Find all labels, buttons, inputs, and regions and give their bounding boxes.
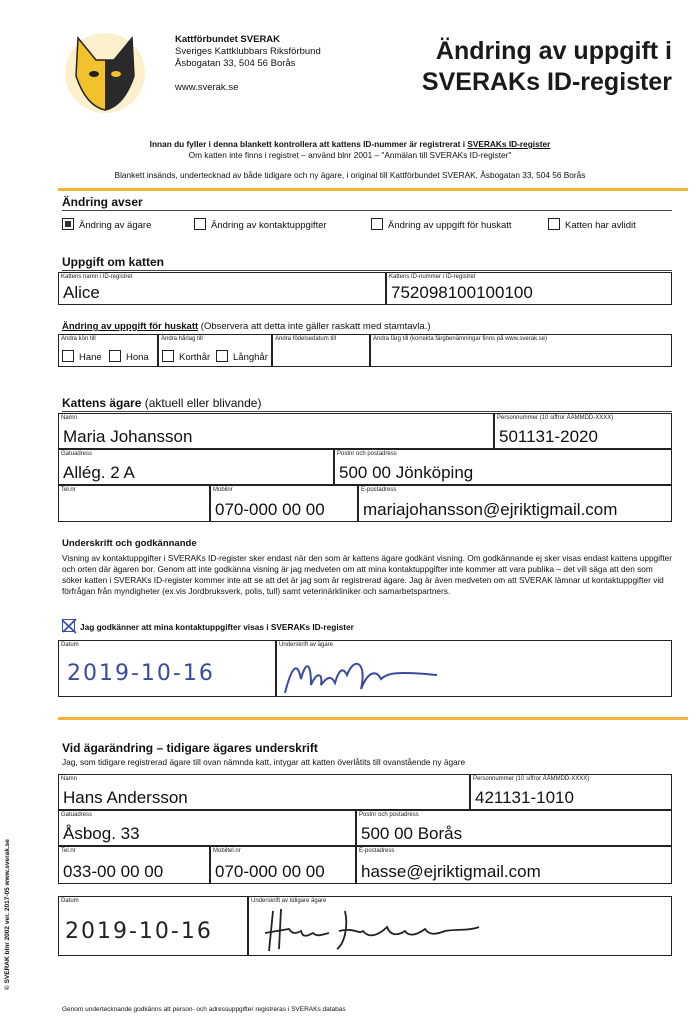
- organization-info: [175, 34, 321, 94]
- org-name: Kattförbundet SVERAK: [175, 34, 281, 45]
- owner-signature-mark: [277, 649, 477, 697]
- register-link[interactable]: SVERAKs ID-register: [467, 139, 551, 149]
- option-shorthair[interactable]: Korthår: [162, 350, 210, 363]
- divider: [62, 210, 672, 211]
- consent-text: Visning av kontaktuppgifter i SVERAKs ID-register sker endast när den som är kattens ägare godkänt visning. Om godkännande ej sker visas endast kattens uppgifter och orten där ägaren bor. Genom att inte godkänna visning är jag medveten om att mina kontaktuppgifter inte kommer att vara publika – det vill säga att den som söker katten i SVERAKs ID-register kommer inte att se att det är jag som är registrerad ägare. Jag är även medveten om att SVERAK lämnar ut kontaktuppgifter vid förfrågan från myndigheter (ex.vis Jordbruksverk, polis, tull) samt veterinärkliniker och samarbetspartners.: [62, 553, 672, 596]
- change-section-title: Ändring avser: [62, 195, 143, 209]
- option-cat-deceased[interactable]: Katten har avlidit: [548, 218, 636, 231]
- owner-pnr-field[interactable]: Personnummer (10 siffror ÅÅMMDD-XXXX) 501131-2020: [494, 413, 672, 449]
- cat-id-value: 752098100100100: [391, 283, 533, 302]
- accent-divider: [58, 188, 688, 191]
- owner-signature-field[interactable]: Underskrift av ägare: [276, 640, 672, 697]
- checkbox-female[interactable]: [109, 350, 121, 362]
- footer-note: Genom undertecknande godkänns att person- och adressuppgifter registreras i SVERAKs databas: [62, 1006, 346, 1013]
- prev-mobile-value: 070-000 00 00: [215, 862, 325, 881]
- prev-street-value: Åsbog. 33: [63, 824, 140, 843]
- cat-name-field[interactable]: Kattens namn i ID-registret Alice: [58, 272, 386, 305]
- org-line2: Sveriges Kattklubbars Riksförbund: [175, 46, 321, 57]
- option-change-owner[interactable]: Ändring av ägare: [62, 218, 151, 231]
- checkbox-change-contact[interactable]: [194, 218, 206, 230]
- previous-owner-text: Jag, som tidigare registrerad ägare till ovan nämnda katt, intygar att katten överlåtits till ovanstående ny ägare: [62, 757, 466, 767]
- owner-zip-field[interactable]: Postnr och postadress 500 00 Jönköping: [334, 449, 672, 485]
- consent-section-title: Underskrift och godkännande: [62, 538, 197, 549]
- cat-id-field[interactable]: Kattens ID-nummer i ID-registret 752098100100100: [386, 272, 672, 305]
- prev-street-field[interactable]: Gatuadress Åsbog. 33: [58, 810, 356, 846]
- prev-signature-mark: [259, 905, 519, 955]
- owner-date-value: 2019-10-16: [67, 661, 215, 686]
- prev-tel-field[interactable]: Tel.nr 033-00 00 00: [58, 846, 210, 884]
- owner-pnr-value: 501131-2020: [499, 427, 598, 446]
- prev-pnr-field[interactable]: Personnummer (10 siffror ÅÅMMDD-XXXX) 421131-1010: [470, 774, 672, 810]
- checkbox-male[interactable]: [62, 350, 74, 362]
- prev-name-value: Hans Andersson: [63, 788, 188, 807]
- checkbox-cat-deceased[interactable]: [548, 218, 560, 230]
- intro-line-3: Blankett insänds, undertecknad av både tidigare och ny ägare, i original till Kattförbundet SVERAK, Åsbogatan 33, 504 56 Borås: [114, 170, 586, 180]
- org-address: Åsbogatan 33, 504 56 Borås: [175, 58, 296, 69]
- prev-zip-field[interactable]: Postnr och postadress 500 00 Borås: [356, 810, 672, 846]
- owner-street-value: Allég. 2 A: [63, 463, 135, 482]
- owner-email-field[interactable]: E-postadress mariajohansson@ejriktigmail.com: [358, 485, 672, 522]
- prev-signature-field[interactable]: Underskrift av tidigare ägare: [248, 896, 672, 956]
- option-longhair[interactable]: Långhår: [216, 350, 268, 363]
- sverak-logo: [62, 30, 148, 116]
- owner-mobile-value: 070-000 00 00: [215, 500, 325, 519]
- previous-owner-section-title: Vid ägarändring – tidigare ägares underskrift: [62, 741, 318, 755]
- owner-date-field[interactable]: Datum 2019-10-16: [58, 640, 276, 697]
- owner-tel-field[interactable]: Tel.nr: [58, 485, 210, 522]
- checkbox-change-housecat[interactable]: [371, 218, 383, 230]
- title-line-2: SVERAKs ID-register: [421, 68, 672, 96]
- consent-checkbox[interactable]: [62, 619, 75, 632]
- cat-logo-icon: [62, 30, 148, 116]
- option-change-contact[interactable]: Ändring av kontaktuppgifter: [194, 218, 327, 231]
- housecat-section-title: Ändring av uppgift för huskatt (Observera att detta inte gäller raskatt med stamtavla.): [62, 321, 431, 332]
- prev-mobile-field[interactable]: Mobiltel.nr 070-000 00 00: [210, 846, 356, 884]
- prev-name-field[interactable]: Namn Hans Andersson: [58, 774, 470, 810]
- prev-email-field[interactable]: E-postadress hasse@ejriktigmail.com: [356, 846, 672, 884]
- prev-pnr-value: 421131-1010: [475, 788, 574, 807]
- owner-mobile-field[interactable]: Mobilnr 070-000 00 00: [210, 485, 358, 522]
- hair-change-field: Ändra hårlag till Korthår Långhår: [158, 334, 272, 367]
- checkmark-icon: [61, 618, 77, 634]
- owner-section-title: Kattens ägare (aktuell eller blivande): [62, 396, 262, 410]
- owner-zip-value: 500 00 Jönköping: [339, 463, 474, 482]
- intro-line-2: Om katten inte finns i registret – använd blnr 2001 – "Anmälan till SVERAKs ID-register": [188, 150, 512, 160]
- checkbox-longhair[interactable]: [216, 350, 228, 362]
- footer-vertical-text: © SVERAK blnr 2002 ver. 2017-05 www.sverak.se: [4, 839, 11, 990]
- prev-tel-value: 033-00 00 00: [63, 862, 164, 881]
- checkbox-shorthair[interactable]: [162, 350, 174, 362]
- org-website[interactable]: www.sverak.se: [175, 82, 239, 93]
- prev-zip-value: 500 00 Borås: [361, 824, 463, 843]
- color-change-field[interactable]: Ändra färg till (korrekta färgbenämningar finns på www.sverak.se): [370, 334, 672, 367]
- consent-option[interactable]: Jag godkänner att mina kontaktuppgifter visas i SVERAKs ID-register: [62, 619, 354, 632]
- title-line-1: Ändring av uppgift i: [435, 37, 672, 65]
- owner-name-value: Maria Johansson: [63, 427, 193, 446]
- birthdate-change-field[interactable]: Ändra födelsedatum till: [272, 334, 370, 367]
- divider: [62, 411, 672, 412]
- owner-name-field[interactable]: Namn Maria Johansson: [58, 413, 494, 449]
- option-male[interactable]: Hane: [62, 350, 102, 363]
- option-female[interactable]: Hona: [109, 350, 149, 363]
- accent-divider: [58, 717, 688, 720]
- prev-date-field[interactable]: Datum 2019-10-16: [58, 896, 248, 956]
- intro-line-1: Innan du fyller i denna blankett kontrollera att kattens ID-nummer är registrerat i SVERAKs ID-register: [149, 139, 551, 149]
- owner-email-value: mariajohansson@ejriktigmail.com: [363, 500, 618, 519]
- option-change-housecat[interactable]: Ändring av uppgift för huskatt: [371, 218, 512, 231]
- cat-name-value: Alice: [63, 283, 100, 302]
- divider: [62, 270, 672, 271]
- checkbox-change-owner[interactable]: [62, 218, 74, 230]
- prev-date-value: 2019-10-16: [65, 919, 213, 944]
- prev-email-value: hasse@ejriktigmail.com: [361, 862, 541, 881]
- owner-street-field[interactable]: Gatuadress Allég. 2 A: [58, 449, 334, 485]
- sex-change-field: Ändra kön till Hane Hona: [58, 334, 158, 367]
- cat-section-title: Uppgift om katten: [62, 255, 164, 269]
- document-title: [410, 36, 672, 98]
